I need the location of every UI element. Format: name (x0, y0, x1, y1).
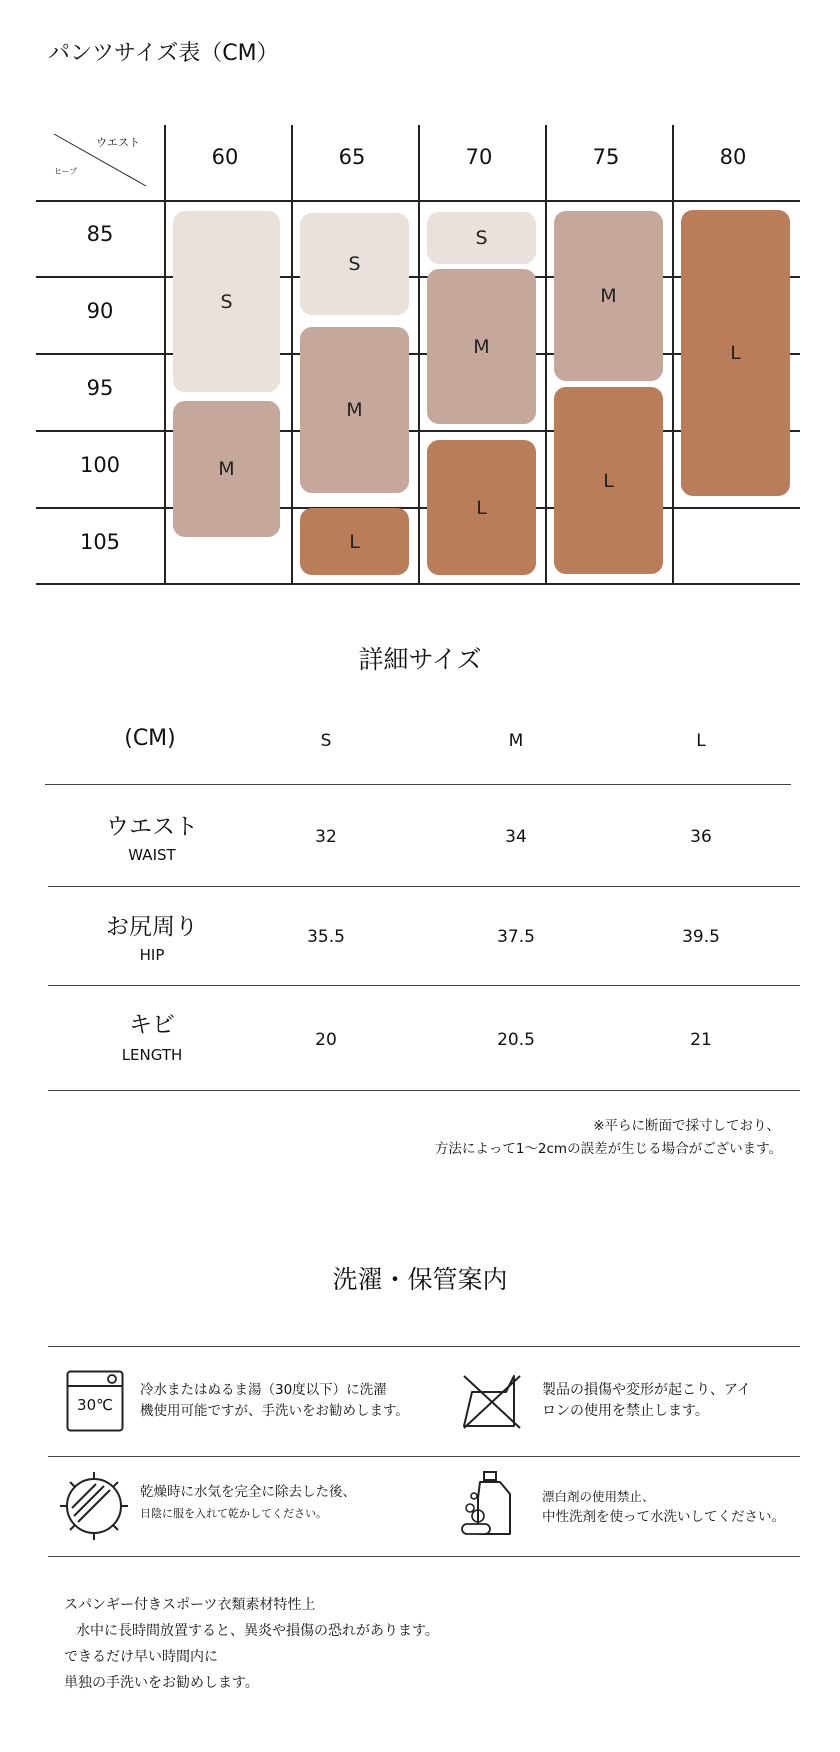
table-divider (45, 784, 791, 785)
table-divider (48, 1090, 800, 1091)
size-block-s: S (173, 211, 280, 392)
detail-unit-label: (CM) (124, 726, 176, 751)
waist-value: 75 (592, 145, 620, 169)
care-line-2: 日陰に服を入れて乾かしてください。 (140, 1507, 327, 1520)
detergent-icon (458, 1468, 524, 1544)
care-line-2: 機使用可能ですが、手洗いをお勧めします。 (140, 1403, 409, 1419)
care-line-1: 冷水またはぬるま湯（30度以下）に洗濯 (140, 1382, 387, 1398)
waist-value: 60 (211, 145, 239, 169)
detail-value: 35.5 (307, 927, 345, 947)
care-text (542, 1486, 785, 1528)
care-note: 単独の手洗いをお勧めします。 (64, 1675, 259, 1691)
size-block-l: L (681, 210, 790, 496)
care-divider (48, 1556, 800, 1557)
detail-value: 20.5 (497, 1030, 535, 1050)
hip-value: 105 (79, 530, 121, 554)
size-block-s: S (427, 212, 536, 264)
detail-row-label-en: WAIST (128, 846, 176, 864)
care-note: できるだけ早い時間内に (64, 1649, 218, 1665)
care-line-1: 漂白剤の使用禁止、 (542, 1489, 655, 1504)
waist-value: 70 (465, 145, 493, 169)
size-block-l: L (427, 440, 536, 575)
measure-note-line1: ※平らに断面で採寸しており、 (593, 1118, 780, 1134)
grid-line (291, 125, 293, 584)
size-block-m: M (427, 269, 536, 424)
grid-line (545, 125, 547, 584)
washing-machine-icon (66, 1370, 124, 1432)
detail-value: 36 (690, 827, 712, 847)
detail-size-header: M (508, 731, 524, 751)
care-note: スパンギー付きスポーツ衣類素材特性上 (64, 1597, 316, 1613)
detail-value: 34 (505, 827, 527, 847)
detail-value: 20 (315, 1030, 337, 1050)
care-divider (48, 1346, 800, 1347)
waist-value: 65 (338, 145, 366, 169)
table-divider (48, 985, 800, 986)
hip-value: 100 (79, 453, 121, 477)
detail-value: 21 (690, 1030, 712, 1050)
care-note: 水中に長時間放置すると、異炎や損傷の恐れがあります。 (76, 1623, 439, 1639)
detail-row-label-jp: キビ (129, 1012, 175, 1038)
shade-dry-icon (58, 1470, 130, 1546)
size-block-m: M (300, 327, 409, 493)
detail-row-label-en: HIP (139, 946, 165, 964)
care-divider (48, 1456, 800, 1457)
detail-row-label-jp: ウエスト (106, 814, 198, 840)
waist-value: 80 (719, 145, 747, 169)
size-block-m: M (554, 211, 663, 381)
no-iron-icon (458, 1370, 526, 1436)
table-divider (48, 886, 800, 887)
care-notes (64, 1592, 439, 1696)
grid-line (164, 125, 166, 584)
corner-hip-label: ヒープ (54, 167, 78, 176)
detail-size-header: L (696, 731, 706, 751)
detail-row-label-jp: お尻周り (106, 914, 198, 940)
grid-line (418, 125, 420, 584)
measure-note-line2: 方法によって1～2cmの誤差が生じる場合がございます。 (434, 1141, 782, 1157)
size-block-m: M (173, 401, 280, 537)
detail-row-label-en: LENGTH (121, 1046, 183, 1064)
care-line-1: 製品の損傷や変形が起こり、アイ (542, 1382, 751, 1398)
care-line-2: 中性洗剤を使って水洗いしてください。 (542, 1509, 785, 1525)
care-title: 洗濯・保管案内 (332, 1265, 508, 1294)
detail-value: 32 (315, 827, 337, 847)
detail-value: 39.5 (682, 927, 720, 947)
corner-waist-label: ウエスト (96, 136, 140, 149)
hip-value: 95 (86, 376, 114, 400)
size-chart-title: パンツサイズ表（CM） (48, 41, 279, 66)
care-line-1: 乾燥時に水気を完全に除去した後、 (140, 1484, 356, 1500)
hip-value: 85 (86, 222, 114, 246)
size-block-l: L (554, 387, 663, 574)
care-text (140, 1380, 409, 1422)
care-line-2: ロンの使用を禁止します。 (542, 1403, 709, 1419)
grid-line (672, 125, 674, 584)
care-text (140, 1482, 356, 1524)
hip-value: 90 (86, 299, 114, 323)
wash-temperature: 30℃ (77, 1396, 113, 1414)
size-block-l: L (300, 508, 409, 575)
size-block-s: S (300, 213, 409, 315)
detail-value: 37.5 (497, 927, 535, 947)
detail-size-header: S (320, 731, 332, 751)
care-text (542, 1380, 751, 1422)
detail-title: 詳細サイズ (358, 645, 482, 674)
